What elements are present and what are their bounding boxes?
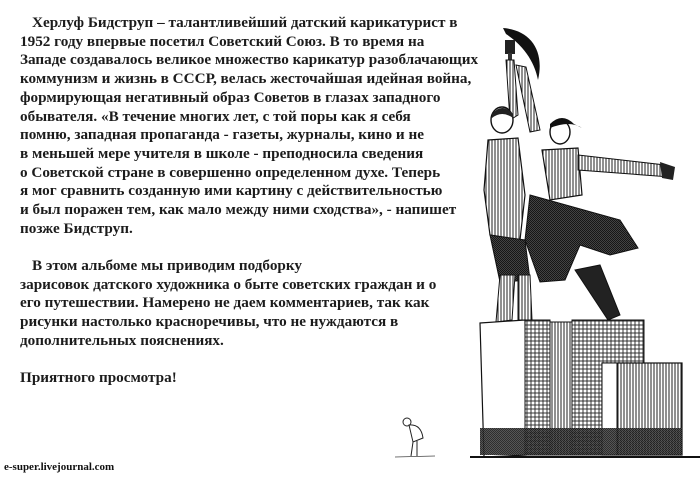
text-line: обывателя. «В течение многих лет, с той поры как я себя bbox=[20, 107, 411, 125]
text-line: позже Бидструп. bbox=[20, 219, 133, 237]
paragraph-album-description bbox=[20, 257, 500, 351]
text-line: и был поражен тем, как мало между ними сходства», - напишет bbox=[20, 201, 457, 219]
text-line: В этом альбоме мы приводим подборку bbox=[32, 256, 302, 274]
text-line: Херлуф Бидструп – талантливейший датский карикатурист в bbox=[32, 14, 458, 31]
intro-text bbox=[20, 14, 500, 388]
text-line: в меньшей мере учителя в школе - преподносила сведения bbox=[20, 144, 424, 162]
source-watermark: e-super.livejournal.com bbox=[4, 461, 115, 473]
text-line: о Советской стране в совершенно определенном духе. Теперь bbox=[20, 163, 441, 181]
text-line: рисунки настолько красноречивы, что не нуждаются в bbox=[20, 313, 399, 331]
text-line: формирующая негативный образ Советов в глазах западного bbox=[20, 88, 441, 106]
cartoon-man-sketch bbox=[395, 410, 435, 460]
text-line: дополнительных пояснениях. bbox=[20, 331, 224, 349]
statue-illustration bbox=[470, 20, 700, 460]
text-line: Западе создавалось великое множество карикатур разоблачающих bbox=[20, 51, 479, 69]
paragraph-closing bbox=[20, 369, 500, 388]
text-line: помню, западная пропаганда - газеты, журналы, кино и не bbox=[20, 126, 424, 144]
text-line: зарисовок датского художника о быте советских граждан и о bbox=[20, 275, 437, 293]
text-line: 1952 году впервые посетил Советский Союз. В то время на bbox=[20, 32, 425, 50]
text-line: его путешествии. Намерено не даем комментариев, так как bbox=[20, 294, 430, 312]
text-line: я мог сравнить созданную ими картину с действительностью bbox=[20, 182, 443, 200]
text-line: Приятного просмотра! bbox=[20, 368, 177, 386]
paragraph-bidstrup-intro bbox=[20, 14, 500, 238]
text-line: коммунизм и жизнь в СССР, велась жесточайшая идейная война, bbox=[20, 70, 472, 88]
